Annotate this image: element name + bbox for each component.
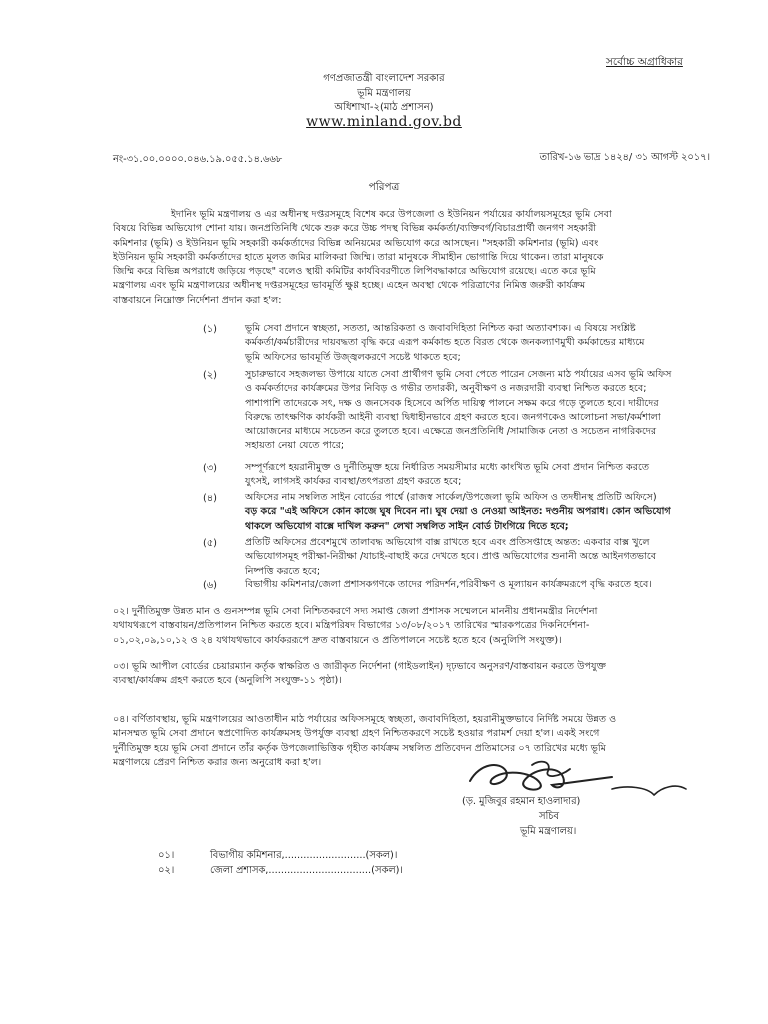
signatory-name: (ড়. মুজিবুর রহমান হাওলাদার): [462, 796, 581, 807]
item-number: (২): [202, 370, 217, 381]
directive-item-5: [245, 536, 720, 579]
para-line: ০৩। ভূমি আপীল বোর্ডের চেয়ারম্যান কর্তৃক স্বাক্ষরিত ও জারীকৃত নির্দেশনা (গাইডলাইন) দৃঢ়ভাবে অনুসরণ/বাস্তবায়ন করতে উপযুক্ত: [113, 661, 606, 672]
para-line: ০১,০২,০৯,১০,১২ ও ২৪ যথাযথভাবে কার্যকররূপে দ্রুত বাস্তবায়নে ও প্রতিপালনে সচেষ্ট হতে হবে (অনুলিপি সংযুক্ত)।: [113, 634, 562, 646]
distribution-number: ০১।: [158, 850, 175, 861]
item-number: (১): [202, 324, 217, 335]
item-line: বিভাগীয় কমিশনার/জেলা প্রশাসকগণকে তাদের পরিদর্শন,পরিবীক্ষণ ও মূল্যায়ন কার্যক্রমরূপে বৃদ্ধি করতে হবে।: [245, 579, 652, 590]
item-line: অভিযোগসমূহ পরীক্ষা-নিরীক্ষা /যাচাই-বাছাই করে দেখতে হবে। প্রাপ্ত অভিযোগের শুনানী অন্তে আইনগতভাবে: [245, 551, 657, 563]
distribution-number: ০২।: [158, 865, 175, 876]
item-line: ও কর্মকর্তাদের কার্যক্রমের উপর নিবিড় ও গভীর তদারকী, অনুবীক্ষণ ও নজরদারী ব্যবস্থা নিশ্চিত করতে হবে;: [245, 383, 647, 395]
intro-line: ইউনিয়ন ভূমি সহকারী কর্মকর্তাদের হাতে মূলত জমির মালিকরা জিম্মি। তারা মানুষকে সীমাহীন ভোগান্তি দিয়ে থাকেন। তারা মানুষকে: [113, 251, 604, 263]
intro-line: ইদানিং ভূমি মন্ত্রণালয় ও এর অধীনস্থ দপ্তরসমূহে বিশেষ করে উপজেলা ও ইউনিয়ন পর্যায়ের কার্যালয়সমূহের ভূমি সেবা: [171, 209, 612, 220]
directive-item-3: [245, 461, 720, 490]
para-line: মন্ত্রণালয়ে প্রেরণ নিশ্চিত করার জন্য অনুরোধ করা হ'ল।: [113, 756, 322, 768]
item-line: আয়োজনের মাধ্যমে সচেতন করে তুলতে হবে। এক্ষেত্রে জনপ্রতিনিধি /সামাজিক নেতা ও সচেতন নাগরিকদের: [245, 426, 657, 438]
item-line: ভূমি অফিসের ভাবমূর্তি উজ্জ্বলকরণে সচেষ্ট থাকতে হবে;: [245, 351, 461, 363]
item-number: (৬): [202, 580, 217, 591]
header-website-link[interactable]: www.minland.gov.bd: [306, 114, 462, 130]
item-line: কর্মকর্তা/কর্মচারীদের দায়বদ্ধতা বৃদ্ধি করে এরূপ কর্মকান্ড হতে বিরত থেকে জনকল্যাণমুখী কর্মকান্ডের মাধ্যমে: [245, 337, 645, 349]
item-line: অফিসের নাম সম্বলিত সাইন বোর্ডের পার্শ্বে (রাজস্ব সার্কেল/উপজেলা ভূমি অফিস ও তদধীনস্থ প্রতিটি অফিসে): [245, 492, 657, 503]
distribution-recipient: জেলা প্রশাসক,.................................(সকল)।: [210, 865, 403, 876]
intro-line: জিম্মি করে বিভিন্ন অপরাধে জড়িয়ে পড়ছে" বলেও স্থায়ী কমিটির কার্যবিবরণীতে লিপিবদ্ধাকারে অভিযোগ রয়েছে। এতে করে ভূমি: [113, 266, 596, 278]
memo-date: তারিখ-১৬ ভাদ্র ১৪২৪/ ৩১ আগস্ট ২০১৭।: [539, 152, 710, 163]
para-line: যথাযথরূপে বাস্তবায়ন/প্রতিপালন নিশ্চিত করতে হবে। মন্ত্রিপরিষদ বিভাগের ১৩/০৮/২০১৭ তারিখের স্মারকপত্রের দিকনির্দেশনা-: [113, 620, 590, 632]
intro-line: কমিশনার (ভূমি) ও ইউনিয়ন ভূমি সহকারী কর্মকর্তাদের বিভিন্ন অনিয়মের অভিযোগ করে আসছেন। "সহকারী কমিশনার (ভূমি) এবং: [113, 237, 599, 249]
para-line: মানসম্মত ভূমি সেবা প্রদানে স্বপ্রণোদিত কার্যক্রমসহ উপর্যুক্ত ব্যবস্থা গ্রহণ নিশ্চিতকরণে সচেষ্ট হওয়ার পরামর্শ দেয়া হ'ল। একই সংগে: [113, 728, 600, 740]
header-branch: অধিশাখা-২(মাঠ প্রশাসন): [334, 102, 434, 113]
item-number: (৫): [202, 538, 217, 549]
item-line: থাকলে অভিযোগ বাক্সে দাখিল করুন" লেখা সম্বলিত সাইন বোর্ড টাংগিয়ে দিতে হবে;: [245, 520, 569, 532]
signatory-designation: সচিব: [539, 811, 560, 822]
item-line: সহায়তা নেয়া যেতে পারে;: [245, 440, 345, 452]
paragraph-3: [113, 660, 720, 689]
item-line: ভূমি সেবা প্রদানে স্বচ্ছতা, সততা, আন্তরিকতা ও জবাবদিহিতা নিশ্চিত করা অত্যাবশ্যক। এ বিষয়ে সংশ্লিষ্ট: [245, 323, 636, 334]
directive-item-4: [245, 491, 720, 534]
document-title: পরিপত্র: [368, 181, 400, 193]
para-line: দুর্নীতিমুক্ত হয়ে ভূমি সেবা প্রদানে তাঁর কর্তৃক উপজেলাভিত্তিক গৃহীত কার্যক্রম সম্বলিত প্রতিবেদন প্রতিমাসের ০৭ তারিখের মধ্যে ভূমি: [113, 742, 606, 754]
intro-line: বাস্তবায়নে নিম্নোক্ত নির্দেশনা প্রদান করা হ'ল:: [113, 294, 282, 306]
directive-item-6: [245, 578, 720, 592]
intro-paragraph: [113, 208, 720, 308]
item-line: বড় করে "এই অফিসে কোন কাজে ঘুষ দিবেন না। ঘুষ দেয়া ও নেওয়া আইনত: দণ্ডনীয় অপরাধ। কোন অভিযোগ: [245, 506, 671, 518]
directive-item-2: [245, 368, 720, 454]
header-ministry: ভূমি মন্ত্রণালয়: [357, 88, 411, 99]
item-line: নিষ্পত্তি করতে হবে;: [245, 565, 321, 577]
intro-line: বিষয়ে বিভিন্ন অভিযোগ শোনা যায়। জনপ্রতিনিধি থেকে শুরু করে উচ্চ পদস্থ বিভিন্ন কর্মকর্তা/ব্যক্তিবর্গ/বিচারপ্রার্থী জনগণ সহকারী: [113, 223, 597, 235]
signatory-ministry: ভূমি মন্ত্রণালয়।: [520, 826, 577, 837]
intro-line: মন্ত্রণালয় এবং ভূমি মন্ত্রণালয়ের অধীনস্থ দপ্তরসমূহের ভাবমূর্তি ক্ষুণ্ণ হচ্ছে। এহেন অবস্থা থেকে পরিত্রাণের নিমিত্ত জরুরী কার্যক্রম: [113, 280, 586, 292]
item-number: (৪): [202, 493, 217, 504]
item-line: সম্পূর্ণরূপে হয়রানীমুক্ত ও দুর্নীতিমুক্ত হয়ে নির্ধারিত সময়সীমার মধ্যে কাংখিত ভূমি সেবা প্রদান নিশ্চিত করতে: [245, 462, 650, 473]
para-line: ০২। দুর্নীতিমুক্ত উন্নত মান ও গুনসম্পন্ন ভূমি সেবা নিশ্চিতকরণে সদ্য সমাপ্ত জেলা প্রশাসক সম্মেলনে মাননীয় প্রধানমন্ত্রীর নির্দেশনা: [113, 606, 598, 617]
paragraph-2: [113, 605, 720, 648]
item-line: বিরুদ্ধে তাৎক্ষণিক কার্যকরী আইনী ব্যবস্থা দ্বিধাহীনভাবে গ্রহণ করতে হবে। জনগণকেও আলোচনা সভা/কর্মশালা: [245, 411, 661, 423]
para-line: ০৪। বর্ণিতাবস্থায়, ভূমি মন্ত্রণালয়ের আওতাধীন মাঠ পর্যায়ের অফিসসমূহে স্বচ্ছতা, জবাবদিহিতা, হয়রানীমুক্তভাবে নির্দিষ্ট সময়ে উন্নত ও: [113, 714, 617, 725]
item-line: যুৎসই, লাগসই কার্যকর ব্যবস্থা/তৎপরতা গ্রহণ করতে হবে;: [245, 476, 462, 488]
item-number: (৩): [202, 463, 217, 474]
header-government: গণপ্রজাতন্ত্রী বাংলাদেশ সরকার: [323, 73, 445, 84]
item-line: সুচারুভাবে সহজলভ্য উপায়ে যাতে সেবা প্রার্থীগণ ভূমি সেবা পেতে পারেন সেজন্য মাঠ পর্যায়ের এসব ভূমি অফিস: [245, 369, 672, 380]
distribution-recipient: বিভাগীয় কমিশনার,..........................(সকল)।: [210, 850, 398, 861]
item-line: প্রতিটি অফিসের প্রবেশমুখে তালাবদ্ধ অভিযোগ বাক্স রাখতে হবে এবং প্রতিসপ্তাহে অন্তত: একবার বাক্স খুলে: [245, 537, 650, 548]
para-line: ব্যবস্থা/কার্যক্রম গ্রহণ করতে হবে (অনুলিপি সংযুক্ত-১১ পৃষ্ঠা)।: [113, 675, 342, 687]
memo-number: নং-৩১.০০.০০০০.০৪৬.১৯.০৫৫.১৪.৬৬৮: [113, 154, 283, 165]
directive-item-1: [245, 322, 720, 365]
priority-label: সর্বোচ্চ অগ্রাধিকার: [606, 56, 683, 68]
item-line: পাশাপাশি তাদেরকে সৎ, দক্ষ ও জনসেবক হিসেবে অর্পিত দায়িত্ব পালনে সক্ষম করে গড়ে তুলতে হবে। দায়ীদের: [245, 397, 659, 409]
